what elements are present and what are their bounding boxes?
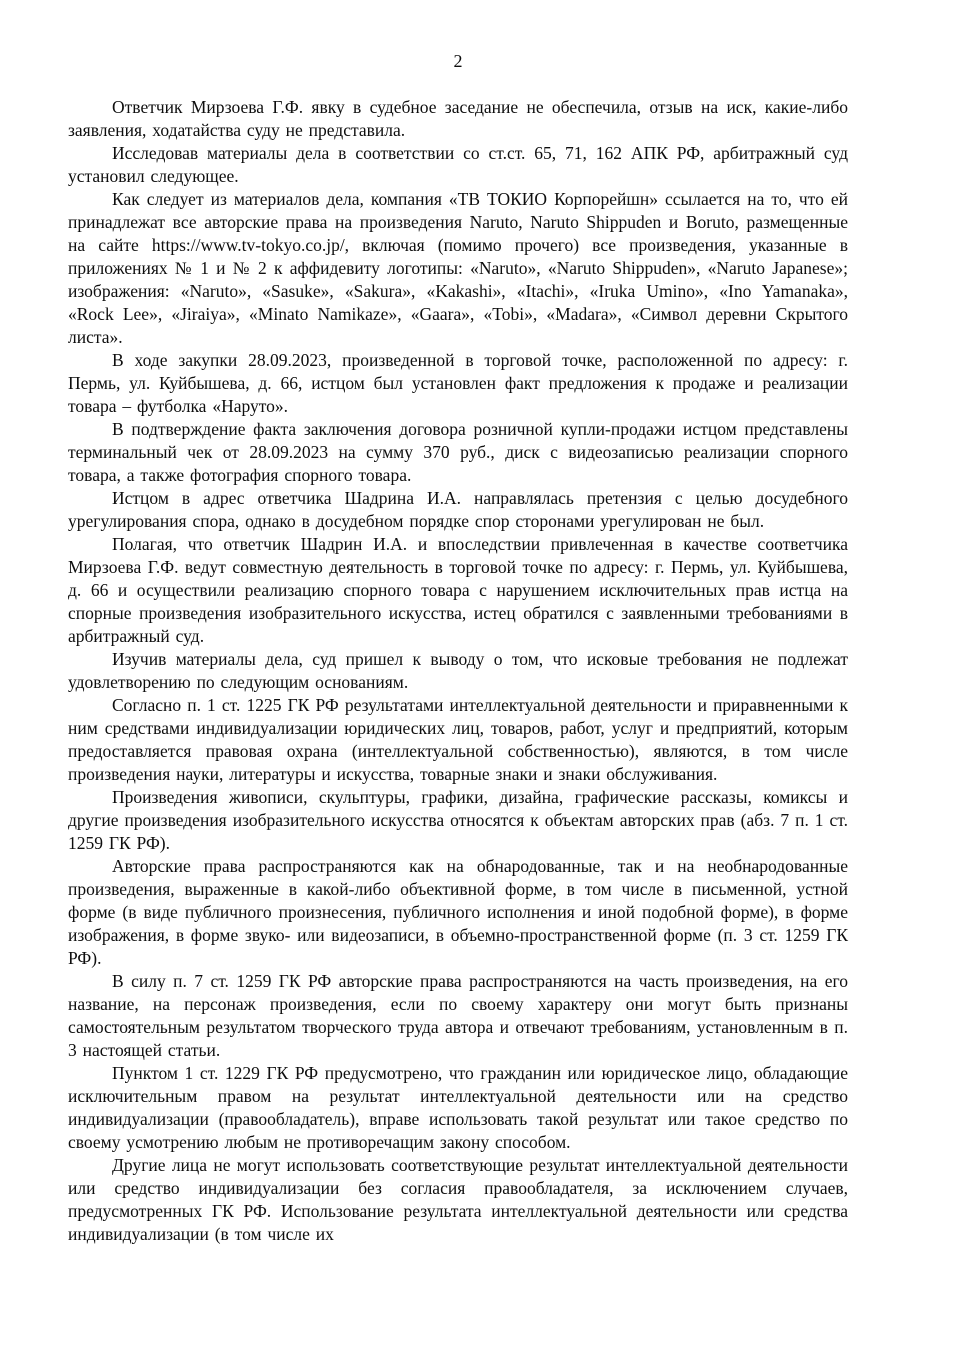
page-number: 2 — [453, 51, 463, 71]
paragraph: Как следует из материалов дела, компания «ТВ ТОКИО Корпорейшн» ссылается на то, что ей принадлежат все авторские права на произведения Naruto, Naruto Shippuden и Boruto, размещенные на сайте https://www.tv-tokyo.co.jp/, включая (помимо прочего) все произведения, указанные в приложениях № 1 и № 2 к аффидевиту логотипы: «Naruto», «Naruto Shippuden», «Naruto Japanese»; изображения: «Naruto», «Sasuke», «Sakura», «Kakashi», «Itachi», «Iruka Umino», «Ino Yamanaka», «Rock Lee», «Jiraiya», «Minato Namikaze», «Gaara», «Tobi», «Madara», «Символ деревни Скрытого листа». — [68, 189, 848, 347]
paragraph: Произведения живописи, скульптуры, графики, дизайна, графические рассказы, комиксы и другие произведения изобразительного искусства относятся к объектам авторских прав (абз. 7 п. 1 ст. 1259 ГК РФ). — [68, 787, 848, 853]
paragraph: Другие лица не могут использовать соответствующие результат интеллектуальной деятельности или средство индивидуализации без согласия правообладателя, за исключением случаев, предусмотренных ГК РФ. Использование результата интеллектуальной деятельности или средства индивидуализации (в том числе их — [68, 1155, 848, 1244]
paragraph: Полагая, что ответчик Шадрин И.А. и впоследствии привлеченная в качестве соответчика Мирзоева Г.Ф. ведут совместную деятельность в торговой точке по адресу: г. Пермь, ул. Куйбышева, д. 66 и осуществили реализацию спорного товара с нарушением исключительных прав истца на спорные произведения изобразительного искусства, истец обратился с заявленными требованиями в арбитражный суд. — [68, 534, 848, 646]
paragraph: В ходе закупки 28.09.2023, произведенной в торговой точке, расположенной по адресу: г. Пермь, ул. Куйбышева, д. 66, истцом был установлен факт предложения к продаже и реализации товара – футболка «Наруто». — [68, 350, 848, 416]
paragraph: Исследовав материалы дела в соответствии со ст.ст. 65, 71, 162 АПК РФ, арбитражный суд установил следующее. — [68, 143, 848, 186]
paragraph: В подтверждение факта заключения договора розничной купли-продажи истцом представлены терминальный чек от 28.09.2023 на сумму 370 руб., диск с видеозаписью реализации спорного товара, а также фотография спорного товара. — [68, 419, 848, 485]
paragraph: Согласно п. 1 ст. 1225 ГК РФ результатами интеллектуальной деятельности и приравненными к ним средствами индивидуализации юридических лиц, товаров, работ, услуг и предприятий, которым предоставляется правовая охрана (интеллектуальной собственностью), являются, в том числе произведения науки, литературы и искусства, товарные знаки и знаки обслуживания. — [68, 695, 848, 784]
document-body — [68, 96, 848, 1246]
paragraph: Ответчик Мирзоева Г.Ф. явку в судебное заседание не обеспечила, отзыв на иск, какие-либо заявления, ходатайства суду не представила. — [68, 97, 848, 140]
paragraph: В силу п. 7 ст. 1259 ГК РФ авторские права распространяются на часть произведения, на его название, на персонаж произведения, если по своему характеру они могут быть признаны самостоятельным результатом творческого труда автора и отвечают требованиям, установленным в п. 3 настоящей статьи. — [68, 971, 848, 1060]
paragraph: Изучив материалы дела, суд пришел к выводу о том, что исковые требования не подлежат удовлетворению по следующим основаниям. — [68, 649, 848, 692]
paragraph: Авторские права распространяются как на обнародованные, так и на необнародованные произведения, выраженные в какой-либо объективной форме, в том числе в письменной, устной форме (в виде публичного произнесения, публичного исполнения и иной подобной форме), в форме изображения, в форме звуко- или видеозаписи, в объемно-пространственной форме (п. 3 ст. 1259 ГК РФ). — [68, 856, 848, 968]
paragraph: Истцом в адрес ответчика Шадрина И.А. направлялась претензия с целью досудебного урегулирования спора, однако в досудебном порядке спор сторонами урегулирован не был. — [68, 488, 848, 531]
paragraph: Пунктом 1 ст. 1229 ГК РФ предусмотрено, что гражданин или юридическое лицо, обладающие исключительным правом на результат интеллектуальной деятельности или на средство индивидуализации (правообладатель), вправе использовать такой результат или такое средство по своему усмотрению любым не противоречащим закону способом. — [68, 1063, 848, 1152]
document-content — [68, 50, 848, 1246]
